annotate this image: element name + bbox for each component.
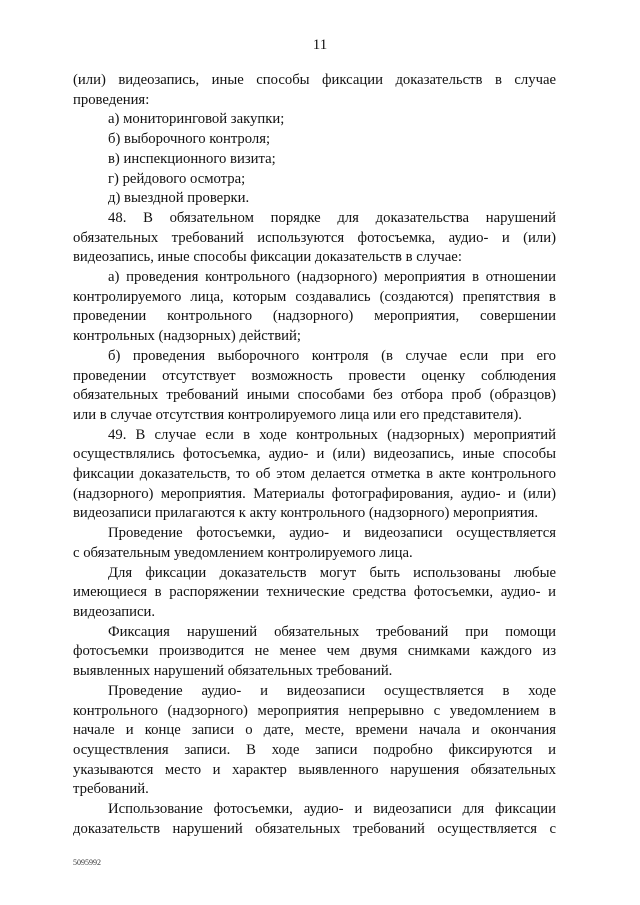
text-line: Фиксация нарушений обязательных требований при помощи	[108, 623, 556, 640]
text-line: Для фиксации доказательств могут быть использованы любые	[108, 564, 556, 581]
text-line: фотосъемки производится не менее чем двумя снимками каждого из	[73, 643, 556, 660]
text-line: доказательств нарушений обязательных требований осуществляется с	[73, 820, 556, 837]
paragraph-usage	[73, 800, 556, 839]
text-line: или в случае отсутствия контролируемого лица или его представителя).	[73, 406, 522, 423]
list-item: г) рейдового осмотра;	[108, 170, 246, 187]
text-line: осуществлялись фотосъемка, аудио- и (или) видеозапись, иные способы	[73, 446, 556, 463]
text-line: контрольных (надзорных) действий;	[73, 328, 301, 345]
paragraph-photo	[73, 623, 556, 682]
text-line: указываются место и характер выявленного нарушения обязательных	[73, 761, 556, 778]
list-inspection-types	[73, 110, 556, 209]
document-code: 5095992	[73, 858, 101, 867]
text-line: (или) видеозапись, иные способы фиксации доказательств в случае	[73, 72, 556, 88]
paragraph-audio	[73, 682, 556, 800]
paragraph-49	[73, 426, 556, 525]
text-line: обязательных требований используются фотосъемка, аудио- и (или)	[73, 229, 556, 246]
text-line: выявленных нарушений обязательных требований.	[73, 663, 393, 680]
list-item: в) инспекционного визита;	[108, 150, 276, 167]
paragraph-48b	[73, 347, 556, 426]
text-line: видеозапись, иные способы фиксации доказательств в случае:	[73, 249, 462, 266]
text-line: проведения:	[73, 91, 150, 108]
text-line: видеозаписи.	[73, 603, 156, 620]
document-body	[73, 71, 556, 839]
text-line: Проведение фотосъемки, аудио- и видеозаписи осуществляется	[108, 525, 556, 542]
text-line: Использование фотосъемки, аудио- и видеозаписи для фиксации	[108, 801, 556, 818]
list-item: д) выездной проверки.	[108, 190, 250, 207]
paragraph-means	[73, 564, 556, 623]
text-line: фиксации доказательств, то об этом делается отметка в акте контрольного	[73, 466, 556, 483]
text-line: начале и конце записи о дате, месте, времени начала и окончания	[73, 722, 556, 739]
paragraph-48	[73, 209, 556, 268]
text-line: требований.	[73, 781, 149, 798]
text-line: с обязательным уведомлением контролируемого лица.	[73, 544, 413, 561]
text-line: 48. В обязательном порядке для доказательства нарушений	[108, 209, 556, 226]
text-line: проведении контрольного (надзорного) мероприятия, совершении	[73, 308, 556, 325]
list-item: а) мониторинговой закупки;	[108, 111, 285, 128]
list-item: б) выборочного контроля;	[108, 131, 271, 148]
text-line: а) проведения контрольного (надзорного) мероприятия в отношении	[108, 269, 556, 286]
text-line: проведении отсутствует возможность провести оценку соблюдения	[73, 367, 556, 384]
page-number: 11	[312, 37, 328, 53]
paragraph-intro	[73, 71, 556, 110]
text-line: б) проведения выборочного контроля (в случае если при его	[108, 347, 556, 364]
text-line: контролируемого лица, которым создавались (создаются) препятствия в	[73, 288, 556, 305]
text-line: 49. В случае если в ходе контрольных (надзорных) мероприятий	[108, 426, 556, 443]
paragraph-notice	[73, 524, 556, 563]
text-line: Проведение аудио- и видеозаписи осуществляется в ходе	[108, 682, 556, 699]
text-line: обязательных требований иными способами без отбора проб (образцов)	[73, 387, 556, 404]
text-line: имеющиеся в распоряжении технические средства фотосъемки, аудио- и	[73, 584, 556, 601]
text-line: контрольного (надзорного) мероприятия непрерывно с уведомлением в	[73, 702, 556, 719]
paragraph-48a	[73, 268, 556, 347]
text-line: (надзорного) мероприятия. Материалы фотографирования, аудио- и (или)	[73, 485, 556, 502]
text-line: осуществления записи. В ходе записи подробно фиксируются и	[73, 741, 556, 758]
text-line: видеозаписи прилагаются к акту контрольного (надзорного) мероприятия.	[73, 505, 539, 522]
